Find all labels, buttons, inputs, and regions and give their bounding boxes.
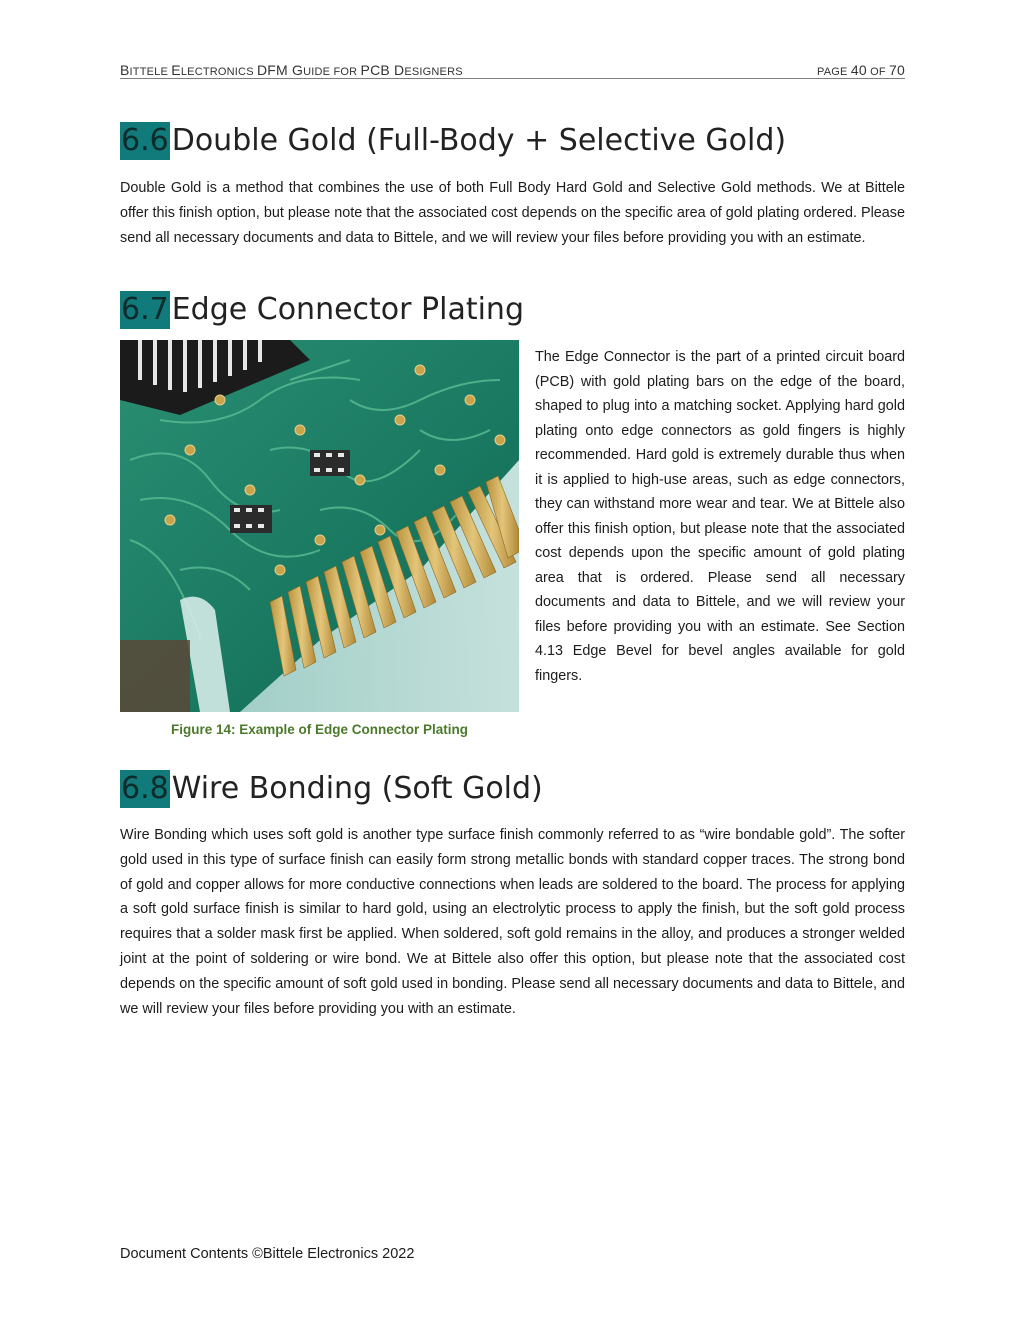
header-title-part: ESIGNERS <box>404 66 463 78</box>
running-header <box>120 62 905 79</box>
header-title-part: PCB D <box>360 62 405 78</box>
section-number: 6.7 <box>121 292 169 327</box>
header-title-part: DFM G <box>257 62 304 78</box>
section-6-8-body: Wire Bonding which uses soft gold is another type surface finish commonly referred to as “wire bondable gold”. The softer gold used in this type of surface finish can easily form strong metallic bonds with standard copper traces. The strong bond of gold and copper allows for more conductive connections when leads are soldered to the board. The process for applying a soft gold surface finish is similar to hard gold, using an electrolytic process to apply the finish, but the soft gold process requires that a solder mask first be applied. When soldered, soft gold remains in the alloy, and produces a stronger welded joint at the point of soldering or wire bond. We at Bittele also offer this option, but please note that the associated cost depends on the specific amount of soft gold used in bonding. Please send all necessary documents and data to Bittele, and we will review your files before providing you with an estimate. <box>120 827 905 1017</box>
section-title-text: Double Gold (Full-Body + Selective Gold) <box>171 123 787 158</box>
section-number: 6.8 <box>121 771 169 806</box>
header-document-title <box>120 62 463 78</box>
section-6-6-body: Double Gold is a method that combines the use of both Full Body Hard Gold and Selective Gold methods. We at Bittele offer this finish option, but please note that the associated cost depends on the specific area of gold plating ordered. Please send all necessary documents and data to Bittele, and we will review your files before providing you with an estimate. <box>120 180 905 246</box>
section-heading-6-7 <box>120 291 524 329</box>
figure-caption: Figure 14: Example of Edge Connector Plating <box>170 722 469 737</box>
section-number: 6.6 <box>121 123 169 158</box>
header-page-number <box>817 62 905 78</box>
header-title-part: LECTRONICS <box>180 66 257 78</box>
section-heading-6-8 <box>120 770 543 808</box>
section-6-7-body: The Edge Connector is the part of a printed circuit board (PCB) with gold plating bars on the edge of the board, shaped to plug into a matching socket. Applying hard gold plating onto edge connectors as gold fingers is highly recommended. Hard gold is extremely durable thus when it is applied to high-use areas, such as edge connectors, they can withstand more wear and tear. We at Bittele also offer this finish option, but please note that the associated cost depends upon the specific amount of gold plating area that is ordered. Please send all necessary documents and data to Bittele, and we will review your files before providing you with an estimate. See Section 4.13 Edge Bevel for bevel angles available for gold fingers. <box>535 349 905 684</box>
header-title-part: B <box>120 62 130 78</box>
section-title-text: Wire Bonding (Soft Gold) <box>171 771 543 806</box>
edge-connector-photo <box>120 340 519 712</box>
page-total: 70 <box>889 62 905 78</box>
footer-copyright: Document Contents ©Bittele Electronics 2022 <box>120 1246 415 1262</box>
section-title-text: Edge Connector Plating <box>171 292 524 327</box>
page-prefix: PAGE <box>817 66 851 78</box>
page-current: 40 <box>850 62 867 78</box>
header-title-part: ITTELE <box>129 66 172 78</box>
page-of: OF <box>866 66 890 78</box>
section-heading-6-6 <box>120 122 786 160</box>
header-title-part: UIDE FOR <box>303 66 361 78</box>
header-title-part: E <box>171 62 181 78</box>
